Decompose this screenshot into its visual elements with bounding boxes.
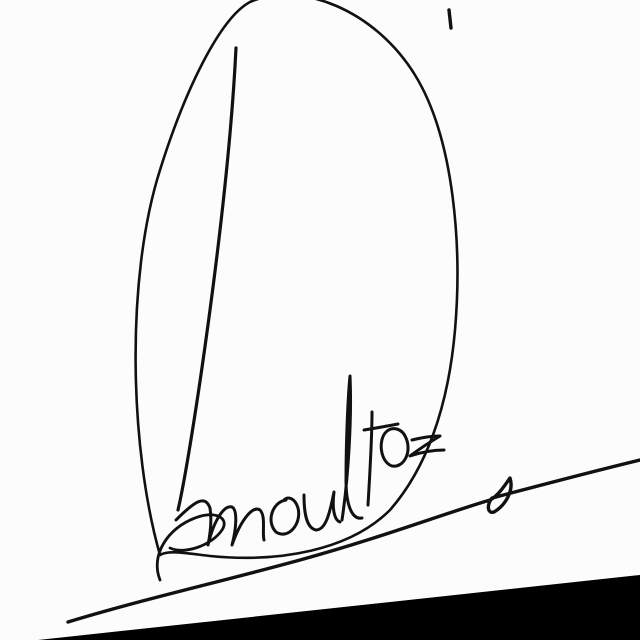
signature-dot bbox=[449, 10, 451, 28]
